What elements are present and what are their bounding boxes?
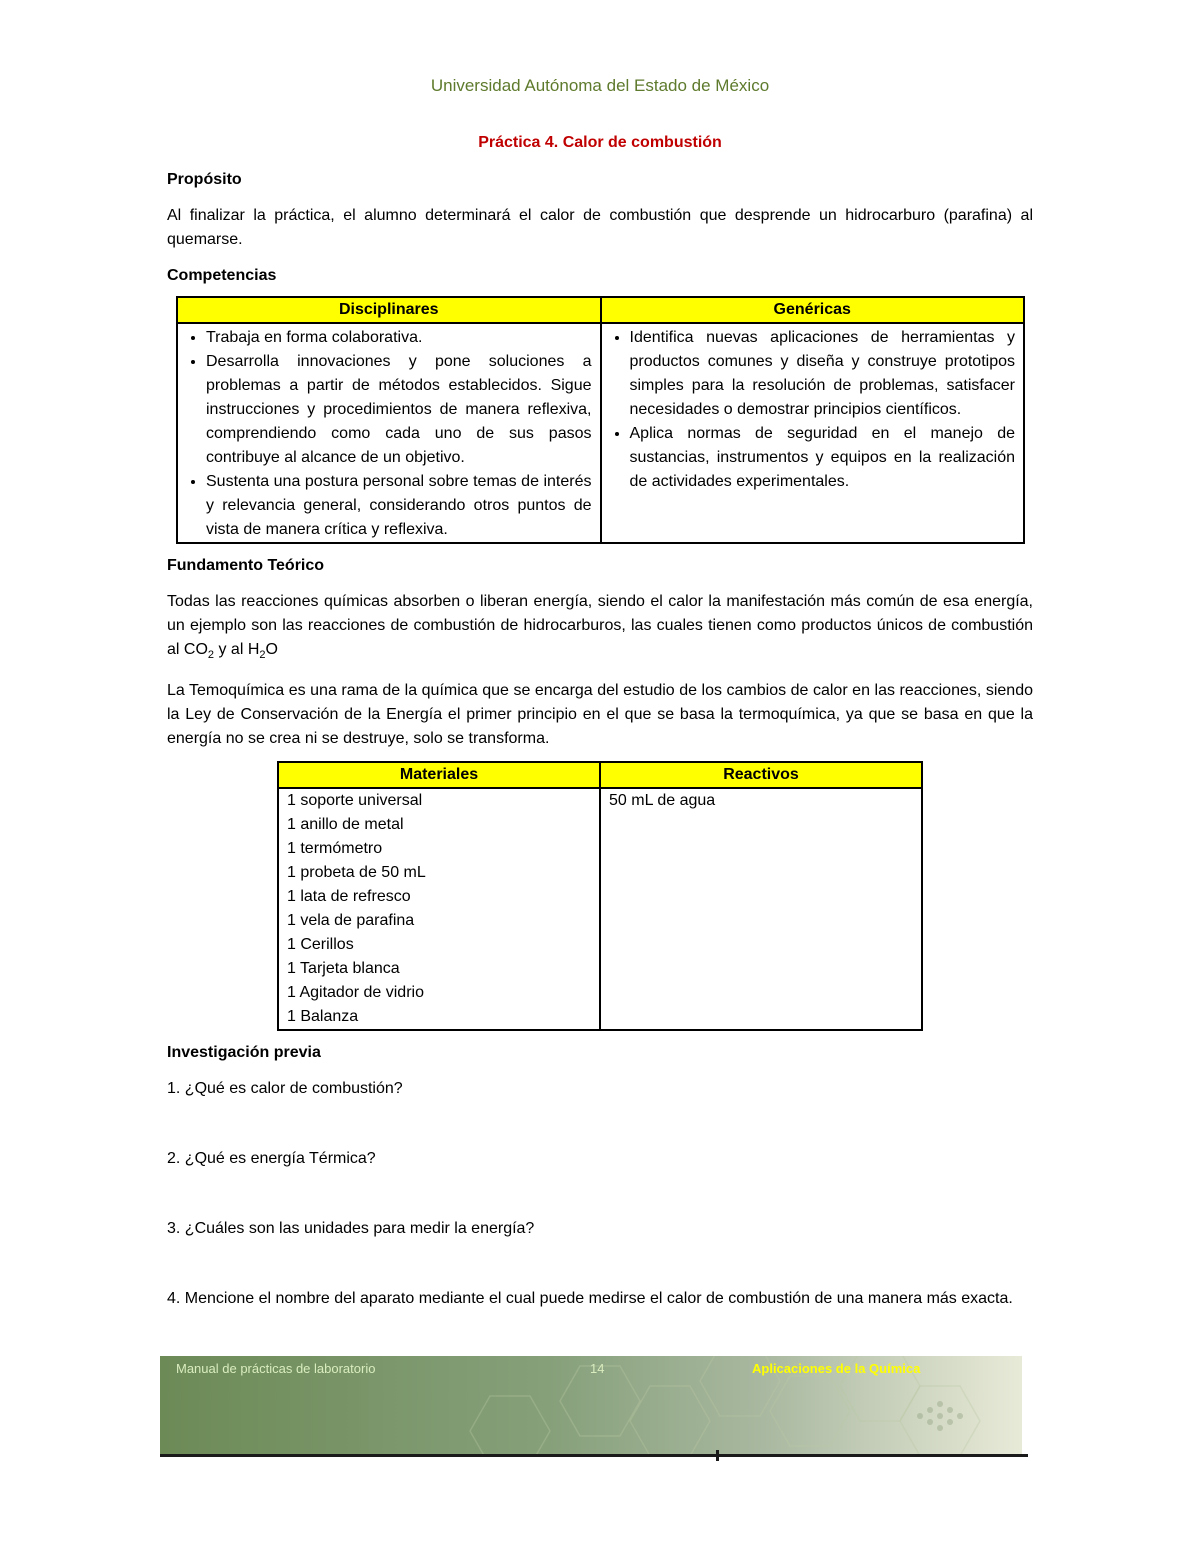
theory-paragraph-1 xyxy=(167,590,1033,667)
reagents-cell xyxy=(600,788,922,1030)
materials-header: Materiales xyxy=(278,762,600,788)
university-header: Universidad Autónoma del Estado de México xyxy=(430,76,770,95)
disciplinares-cell xyxy=(177,323,601,543)
reagents-header: Reactivos xyxy=(600,762,922,788)
footer-page-number: 14 xyxy=(590,1361,605,1376)
footer-rule-tick xyxy=(716,1450,719,1461)
theory-heading: Fundamento Teórico xyxy=(167,557,325,574)
disciplinares-header: Disciplinares xyxy=(177,297,601,323)
co2-subscript: 2 xyxy=(207,649,215,662)
material-item: 1 termómetro xyxy=(287,840,383,858)
material-item: 1 Cerillos xyxy=(287,936,354,954)
purpose-text: Al finalizar la práctica, el alumno determinará el calor de combustión que desprende un hidrocarburo (parafina) al quemarse. xyxy=(167,207,1033,248)
reagent-item: 50 mL de agua xyxy=(609,792,716,810)
material-item: 1 Tarjeta blanca xyxy=(287,960,400,978)
question-2: 2. ¿Qué es energía Térmica? xyxy=(167,1150,376,1168)
material-item: 1 Balanza xyxy=(287,1008,359,1026)
genericas-cell xyxy=(601,323,1025,543)
materials-table xyxy=(277,761,923,1031)
list-item: • Identifica nuevas aplicaciones de herramientas y productos comunes y diseña y construye prototipos simples para la resolución de problemas, satisfacer necesidades o demostrar principios científicos. xyxy=(630,326,1016,422)
research-heading: Investigación previa xyxy=(167,1044,321,1062)
theory-p1-end: O xyxy=(265,641,278,658)
material-item: 1 probeta de 50 mL xyxy=(287,864,426,882)
list-item: • Aplica normas de seguridad en el manejo de sustancias, instrumentos y equipos en la realización de actividades experimentales. xyxy=(630,422,1016,494)
list-item: • Trabaja en forma colaborativa. xyxy=(206,326,592,350)
theory-p1-text: Todas las reacciones químicas absorben o liberan energía, siendo el calor la manifestación más común de esa energía, un ejemplo son las reacciones de combustión de hidrocarburos, las cuales tienen como productos únicos de combustión al CO xyxy=(167,593,1033,658)
material-item: 1 anillo de metal xyxy=(287,816,404,834)
material-item: 1 soporte universal xyxy=(287,792,423,810)
question-4: 4. Mencione el nombre del aparato mediante el cual puede medirse el calor de combustión de una manera más exacta. xyxy=(167,1290,1013,1308)
competencies-heading: Competencias xyxy=(167,267,277,284)
material-item: 1 lata de refresco xyxy=(287,888,411,906)
list-item: • Desarrolla innovaciones y pone soluciones a problemas a partir de métodos establecidos. Sigue instrucciones y procedimientos de manera reflexiva, comprendiendo como cada uno de sus pasos contribuye al alcance de un objetivo. xyxy=(206,350,592,470)
genericas-list xyxy=(608,326,1016,494)
h2o-subscript: 2 xyxy=(259,649,266,662)
footer-rule xyxy=(160,1454,1028,1457)
question-3: 3. ¿Cuáles son las unidades para medir la energía? xyxy=(167,1220,535,1238)
practice-title: Práctica 4. Calor de combustión xyxy=(478,134,722,151)
document-body xyxy=(167,168,1033,1311)
disciplinares-list xyxy=(184,326,592,542)
purpose-heading: Propósito xyxy=(167,171,242,188)
competencies-table xyxy=(176,296,1025,544)
footer-manual-label: Manual de prácticas de laboratorio xyxy=(176,1361,376,1376)
question-1: 1. ¿Qué es calor de combustión? xyxy=(167,1080,403,1098)
material-item: 1 Agitador de vidrio xyxy=(287,984,424,1002)
list-item: • Sustenta una postura personal sobre temas de interés y relevancia general, considerando otros puntos de vista de manera crítica y reflexiva. xyxy=(206,470,592,542)
footer-banner xyxy=(160,1356,1022,1456)
material-item: 1 vela de parafina xyxy=(287,912,415,930)
materials-cell xyxy=(278,788,600,1030)
theory-p1-mid: y al H xyxy=(214,641,260,658)
genericas-header: Genéricas xyxy=(601,297,1025,323)
footer-subject-label: Aplicaciones de la Química xyxy=(752,1361,921,1376)
theory-paragraph-2: La Temoquímica es una rama de la química que se encarga del estudio de los cambios de calor en las reacciones, siendo la Ley de Conservación de la Energía el primer principio en el que se basa la termoquímica, ya que se basa en que la energía no se crea ni se destruye, solo se transforma. xyxy=(167,682,1033,748)
